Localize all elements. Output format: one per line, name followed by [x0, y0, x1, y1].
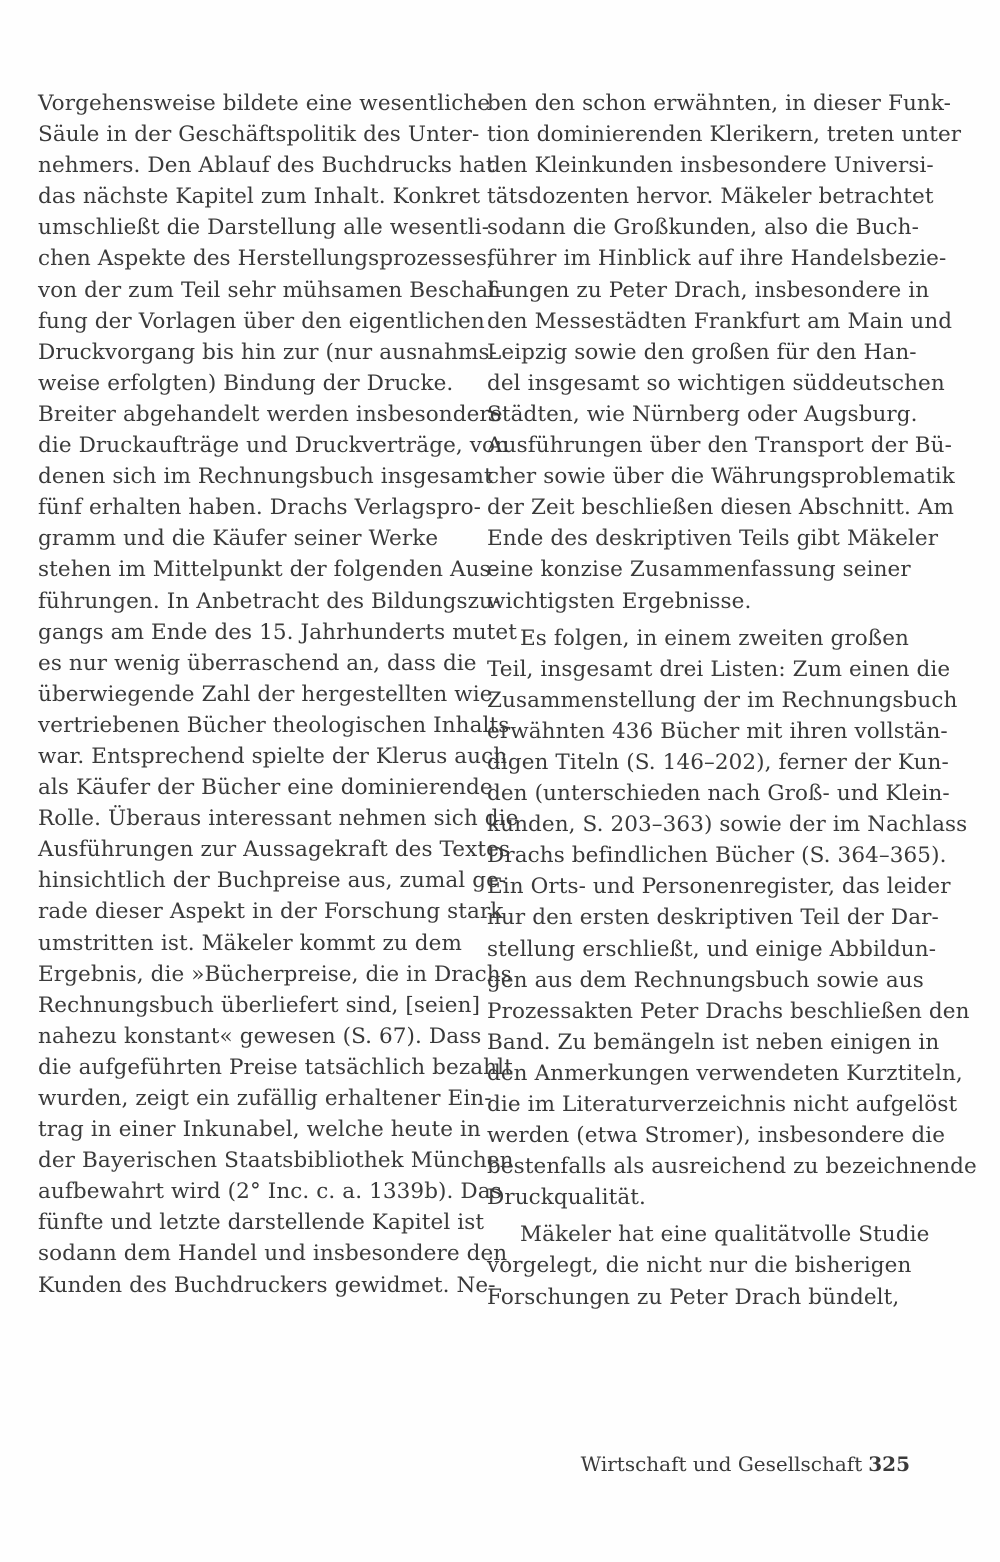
text-line: Vorgehensweise bildete eine wesentliche	[38, 91, 491, 116]
paragraph-3	[487, 1219, 930, 1312]
text-line: Breiter abgehandelt werden insbesondere	[38, 401, 503, 427]
text-line: rade dieser Aspekt in der Forschung stark	[38, 899, 504, 925]
text-line: nehmers. Den Ablauf des Buchdrucks hat	[38, 153, 495, 179]
text-line: als Käufer der Bücher eine dominierende	[38, 775, 493, 801]
text-line: weise erfolgten) Bindung der Drucke.	[38, 370, 454, 396]
text-line: Leipzig sowie den großen für den Han-	[487, 339, 917, 365]
text-line: Zusammenstellung der im Rechnungsbuch	[487, 687, 958, 713]
text-line: Teil, insgesamt drei Listen: Zum einen die	[487, 656, 951, 682]
right-column	[487, 88, 977, 1313]
text-line: stellung erschließt, und einige Abbildun-	[487, 936, 937, 962]
text-line: fung der Vorlagen über den eigentlichen	[38, 308, 485, 334]
text-line: Rolle. Überaus interessant nehmen sich die	[38, 806, 519, 832]
text-line: der Zeit beschließen diesen Abschnitt. Am	[487, 495, 954, 521]
text-line: cher sowie über die Währungsproblematik	[487, 464, 955, 490]
text-line: fünfte und letzte darstellende Kapitel ist	[38, 1210, 485, 1236]
text-line: eine konzise Zusammenfassung seiner	[487, 557, 911, 583]
text-line: erwähnten 436 Bücher mit ihren vollstän-	[487, 718, 948, 744]
text-line: Städten, wie Nürnberg oder Augsburg.	[487, 401, 918, 427]
text-line: den (unterschieden nach Groß- und Klein-	[487, 781, 950, 807]
text-line: nur den ersten deskriptiven Teil der Dar-	[487, 905, 939, 931]
text-line: die im Literaturverzeichnis nicht aufgelöst	[487, 1092, 958, 1117]
text-line: Ergebnis, die »Bücherpreise, die in Drachs	[38, 961, 512, 987]
text-line: wurden, zeigt ein zufällig erhaltener Ein-	[38, 1086, 492, 1111]
text-line: Ein Orts- und Personenregister, das leider	[487, 874, 951, 900]
text-line: die aufgeführten Preise tatsächlich bezahlt	[38, 1054, 513, 1080]
text-line: sodann die Großkunden, also die Buch-	[487, 215, 919, 241]
text-line: gangs am Ende des 15. Jahrhunderts mutet	[38, 619, 517, 645]
text-line: tätsdozenten hervor. Mäkeler betrachtet	[487, 184, 934, 210]
text-line: vertriebenen Bücher theologischen Inhalts	[38, 712, 510, 738]
text-line: Ende des deskriptiven Teils gibt Mäkeler	[487, 526, 939, 552]
text-line: digen Titeln (S. 146–202), ferner der Kun-	[487, 749, 949, 775]
text-line: Kunden des Buchdruckers gewidmet. Ne-	[38, 1272, 496, 1298]
page-number: 325	[868, 1452, 910, 1476]
text-line: Ausführungen über den Transport der Bü-	[487, 433, 952, 459]
left-column	[38, 88, 519, 1301]
text-line: Mäkeler hat eine qualitätvolle Studie	[520, 1222, 930, 1248]
text-line: sodann dem Handel und insbesondere den	[38, 1241, 508, 1267]
text-line: del insgesamt so wichtigen süddeutschen	[487, 370, 945, 396]
text-line: Säule in der Geschäftspolitik des Unter-	[38, 122, 480, 148]
text-line: kunden, S. 203–363) sowie der im Nachlass	[487, 812, 968, 838]
text-line: bestenfalls als ausreichend zu bezeichnende	[487, 1154, 977, 1180]
page-footer	[560, 1452, 910, 1476]
paragraph-2	[487, 623, 977, 1214]
text-line: vorgelegt, die nicht nur die bisherigen	[487, 1253, 912, 1279]
text-line: führer im Hinblick auf ihre Handelsbezie-	[487, 246, 947, 272]
text-line: war. Entsprechend spielte der Klerus auch	[38, 743, 508, 769]
text-line: trag in einer Inkunabel, welche heute in	[38, 1117, 481, 1143]
text-line: Drachs befindlichen Bücher (S. 364–365).	[487, 843, 947, 869]
running-footer-title: Wirtschaft und Gesellschaft	[580, 1452, 863, 1476]
paragraph-1	[487, 88, 962, 617]
text-line: nahezu konstant« gewesen (S. 67). Dass	[38, 1023, 482, 1049]
text-line: Rechnungsbuch überliefert sind, [seien]	[38, 992, 481, 1018]
text-line: Druckvorgang bis hin zur (nur ausnahms-	[38, 339, 498, 365]
text-line: Druckqualität.	[487, 1185, 646, 1211]
text-line: Band. Zu bemängeln ist neben einigen in	[487, 1029, 940, 1055]
text-line: die Druckaufträge und Druckverträge, von	[38, 433, 510, 459]
text-line: wichtigsten Ergebnisse.	[487, 588, 752, 614]
text-line: Es folgen, in einem zweiten großen	[520, 625, 909, 651]
text-line: Prozessakten Peter Drachs beschließen den	[487, 998, 970, 1024]
text-line: den Kleinkunden insbesondere Universi-	[487, 153, 934, 179]
text-line: fünf erhalten haben. Drachs Verlagspro-	[38, 495, 481, 521]
text-line: das nächste Kapitel zum Inhalt. Konkret	[38, 184, 481, 210]
text-line: den Messestädten Frankfurt am Main und	[487, 308, 953, 334]
text-line: gen aus dem Rechnungsbuch sowie aus	[487, 967, 924, 993]
text-line: den Anmerkungen verwendeten Kurztiteln,	[487, 1060, 963, 1086]
text-line: der Bayerischen Staatsbibliothek München	[38, 1148, 514, 1174]
text-line: umschließt die Darstellung alle wesentli-	[38, 215, 490, 241]
text-line: Forschungen zu Peter Drach bündelt,	[487, 1284, 900, 1310]
text-line: führungen. In Anbetracht des Bildungszu-	[38, 588, 501, 614]
text-line: stehen im Mittelpunkt der folgenden Aus-	[38, 557, 499, 583]
text-line: ben den schon erwähnten, in dieser Funk-	[487, 91, 951, 116]
text-line: aufbewahrt wird (2° Inc. c. a. 1339b). Das	[38, 1179, 502, 1205]
text-line: hinsichtlich der Buchpreise aus, zumal ge-	[38, 868, 507, 894]
text-line: überwiegende Zahl der hergestellten wie	[38, 681, 493, 707]
text-line: werden (etwa Stromer), insbesondere die	[487, 1123, 946, 1149]
text-line: hungen zu Peter Drach, insbesondere in	[487, 277, 930, 303]
text-line: es nur wenig überraschend an, dass die	[38, 650, 477, 676]
text-line: umstritten ist. Mäkeler kommt zu dem	[38, 930, 462, 956]
text-line: Ausführungen zur Aussagekraft des Textes	[38, 837, 511, 863]
text-line: chen Aspekte des Herstellungsprozesses,	[38, 246, 494, 272]
text-line: von der zum Teil sehr mühsamen Beschaf-	[38, 277, 503, 303]
text-line: denen sich im Rechnungsbuch insgesamt	[38, 464, 493, 490]
text-line: tion dominierenden Klerikern, treten unter	[487, 122, 962, 148]
text-line: gramm und die Käufer seiner Werke	[38, 526, 439, 552]
